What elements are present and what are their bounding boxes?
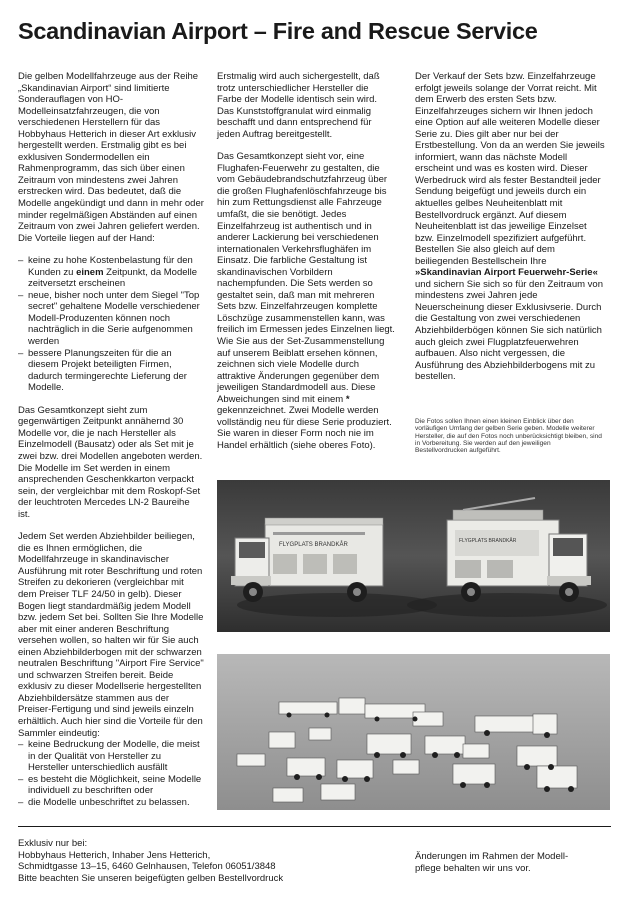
footer-line: Schmidtgasse 13–15, 6460 Gelnhausen, Telefon 06051/3848 bbox=[18, 861, 276, 872]
footer-contact bbox=[18, 838, 378, 884]
svg-text:FLYGPLATS BRANDKÅR: FLYGPLATS BRANDKÅR bbox=[279, 542, 348, 548]
fire-trucks-illustration bbox=[217, 480, 610, 632]
photo-caption-note: Die Fotos sollen Ihnen einen kleinen Einblick über den vorläufigen Umfang der gelben Serie geben. Modelle weiterer Hersteller, die auf den Fotos noch unberücksichtigt bleiben, sind in Vorbereitung. Sie werden auf den jeweiligen Bestellvordrucken aufgeführt. bbox=[415, 418, 602, 455]
page-title: Scandinavian Airport – Fire and Rescue Service bbox=[18, 18, 538, 44]
text-column-left bbox=[18, 71, 204, 819]
list-item: – neue, bisher noch unter dem Siegel "Top secret" gehaltene Modelle verschiedener Modell-Produzenten können noch nachträglich in die Serie aufgenommen werden bbox=[18, 290, 204, 348]
list-item: – bessere Planungszeiten für die an diesem Projekt beteiligten Firmen, dadurch termingerechte Lieferung der Modelle. bbox=[18, 348, 204, 394]
list-item: – es besteht die Möglichkeit, seine Modelle individuell zu beschriften oder bbox=[18, 774, 204, 797]
footer-line: Hobbyhaus Hetterich, Inhaber Jens Hetterich, bbox=[18, 849, 211, 861]
footer-divider bbox=[18, 826, 611, 827]
svg-text:FLYGPLATS BRANDKÅR: FLYGPLATS BRANDKÅR bbox=[459, 538, 517, 544]
vehicle-collection-illustration bbox=[217, 654, 610, 810]
text-column-middle bbox=[217, 71, 395, 463]
footer-line: Bitte beachten Sie unseren beigefügten gelben Bestellvordruck bbox=[18, 872, 284, 884]
vehicle-collection-photo bbox=[217, 654, 610, 810]
collector-advantages-list bbox=[18, 739, 204, 808]
footer-line: pflege behalten wir uns vor. bbox=[415, 862, 531, 874]
list-item: – keine zu hohe Kostenbelastung für den Kunden zu einem Zeitpunkt, da Modelle zeitversetzt erscheinen bbox=[18, 255, 204, 290]
footer-line: Änderungen im Rahmen der Modell- bbox=[415, 851, 569, 862]
footer-line: Exklusiv nur bei: bbox=[18, 838, 88, 849]
footer-disclaimer bbox=[415, 851, 607, 874]
overall-concept-paragraph: Das Gesamtkonzept sieht vor, eine Flughafen-Feuerwehr zu gestalten, die vom Gebäudebrandschutzfahrzeug über die großen Flughafenlöschfahrzeuge bis hin zum Rettungsdienst alle Fahrzeuge umfaßt, die sie benötigt. Jedes Einzelfahrzeug ist authentisch und in anderer Lackierung bei verschiedenen internationalen Verkehrsflughäfen im Einsatz. Die farbliche Gestaltung ist skandinavischen Vorbildern nachempfunden. Die Sets werden so gestaltet sein, daß man mit mehreren Sets bzw. Einzelfahrzeugen komplette Löschzüge zusammenstellen kann, was freilich im Ermessen jedes Einzelnen liegt. Wie Sie aus der Set-Zusammenstellung auf unserem Beiblatt ersehen können, zeichnen sich viele Modelle durch attraktive Änderungen gegenüber dem jeweiligen Standardmodell aus. Diese Abweichungen sind mit einem * gekennzeichnet. Zwei Modelle werden vollständig neu für diese Serie produziert. Sie waren in dieser Form noch nie im Handel erhältlich (siehe oberes Foto). bbox=[217, 151, 395, 451]
advantages-list bbox=[18, 255, 204, 394]
decals-paragraph: Jedem Set werden Abziehbilder beiliegen, die es Ihnen ermöglichen, die Modellfahrzeuge in skandinavischer Ausführung mit roter Beschriftung und roten Streifen zu dekorieren (vergleichbar mit dem Preiser TLF 24/50 in gelb). Dieser Bogen liegt standardmäßig jedem Modell bzw. jedem Set bei. Sollten Sie Ihre Modelle aber mit einer anderen Beschriftung versehen wollen, so halten wir für Sie auch einen Abziehbilderbogen mit der schwarzen neutralen Beschriftung "Airport Fire Service" und schwarzen Streifen bereit. Beide exklusiv zu dieser Modellserie hergestellten Abziehbildersätze stammen aus der Preiser-Fertigung und sind jeweils einzeln erhältlich. Auch hier sind die Vorteile für den Sammler eindeutig: bbox=[18, 531, 204, 739]
intro-paragraph: Die gelben Modellfahrzeuge aus der Reihe „Skandinavian Airport“ sind limitierte Sonderauflagen von HO-Modelleinsatzfahrzeugen, die von verschiedenen Herstellern für das Hobbyhaus Hetterich in dieser Art exklusiv hergestellt werden. Erstmalig gibt es bei exklusiven Sondermodellen ein Rahmenprogramm, das sich über einen Zeitraum von mindestens zwei Jahren erstrecken wird. Das bedeutet, daß die Modelle angekündigt und dann in mehr oder minder regelmäßigen Abständen auf einen Zeitraum von zwei Jahren geliefert werden. Die Vorteile liegen auf der Hand: bbox=[18, 71, 204, 244]
list-item: – keine Bedruckung der Modelle, die meist in der Qualität von Hersteller zu Hersteller unterschiedlich ausfällt bbox=[18, 739, 204, 774]
fire-trucks-photo bbox=[217, 480, 610, 632]
text-column-right bbox=[415, 71, 605, 394]
sales-paragraph: Der Verkauf der Sets bzw. Einzelfahrzeuge erfolgt jeweils solange der Vorrat reicht. Mit dem Erwerb des ersten Sets bzw. Einzelfahrzeuges sichern wir Ihnen jedoch eine Option auf alle weiteren Modelle dieser Serie zu. Dies gilt aber nur bei der Erstbestellung. Von da an werden Sie jeweils informiert, wann das nächste Modell erscheint und was es kosten wird. Dieser Werbedruck wird als fester Bestandteil jeder Sendung beigefügt und jeweils durch ein aktuelles gelbes Neuheitenblatt mit Bestellvordruck ergänzt. Auf diesem Neuheitenblatt ist das jeweilige Einzelset bzw. Einzelmodell spezifiziert aufgeführt. Bestellen Sie also gleich auf dem beiliegenden Bestellschein Ihre »Skandinavian Airport Feuerwehr-Serie« und sichern Sie sich so für den Zeitraum von mindestens zwei Jahren jede Neuerscheinung dieser Exklusivserie. Durch die Gestaltung von zwei verschiedenen Abziehbilderbögen können Sie sich natürlich auch gleich zwei Flugplatzfeuerwehren aufbauen. Also nicht vergessen, die Ausführung des Abziehbilderbogens mit zu bestellen. bbox=[415, 71, 605, 383]
list-item: – die Modelle unbeschriftet zu belassen. bbox=[18, 797, 204, 809]
concept-paragraph: Das Gesamtkonzept sieht zum gegenwärtigen Zeitpunkt annähernd 30 Modelle vor, die je nach Hersteller als Einzelmodell (Bausatz) oder als Set mit je zwei bzw. drei Modellen angeboten werden. Die Modelle im Set werden in einem ansprechenden Geschenkkarton verpackt sein, der vergleichbar mit dem Roskopf-Set der leuchtroten Mercedes LN-2 Baureihe ist. bbox=[18, 404, 203, 520]
color-paragraph: Erstmalig wird auch sichergestellt, daß trotz unterschiedlicher Hersteller die Farbe der Modelle identisch sein wird. Das Kunststoffgranulat wird einmalig beschafft und dann entsprechend für jeden Auftrag bereitgestellt. bbox=[217, 71, 380, 140]
